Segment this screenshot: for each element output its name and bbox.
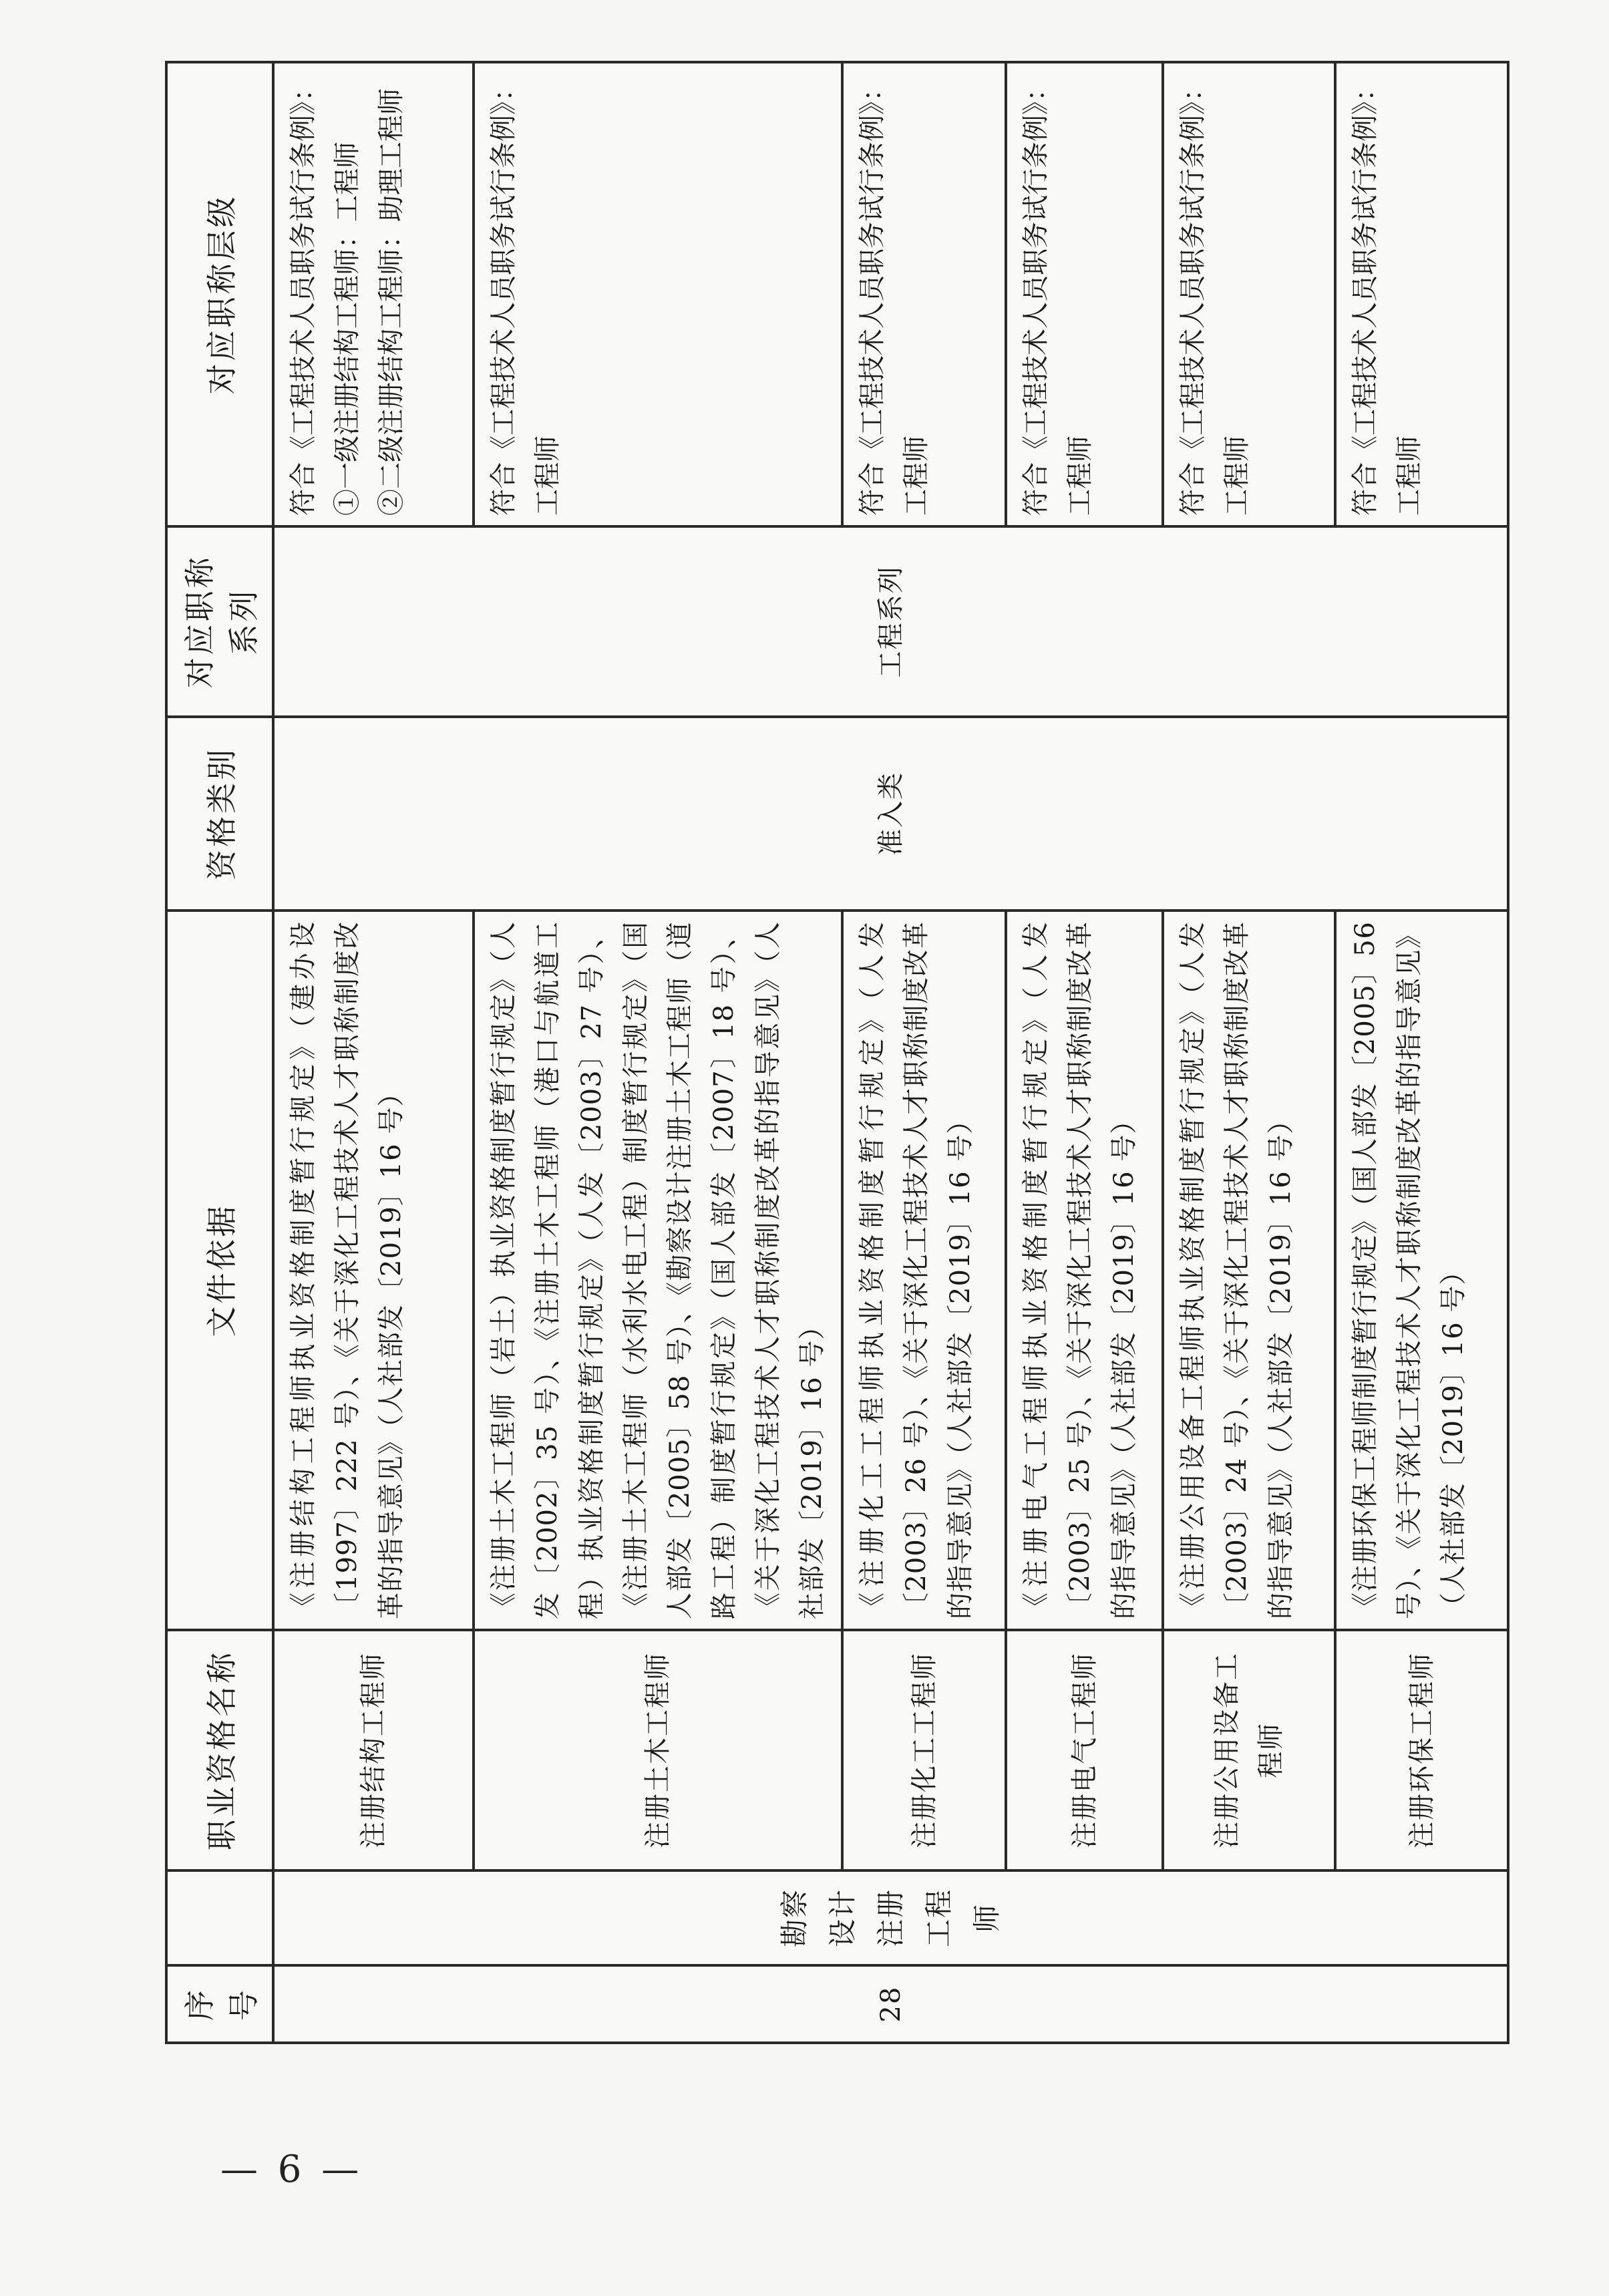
header-category: 资格类别 — [166, 717, 273, 911]
table-row — [474, 62, 842, 2043]
table-row — [1335, 62, 1508, 2043]
qualification-category: 准入类 — [273, 717, 1508, 911]
table-header-row — [166, 62, 273, 2043]
header-basis: 文件依据 — [166, 911, 273, 1630]
title-level-line: 符合《工程技术人员职务试行条例》： — [857, 75, 888, 516]
title-level-line: 工程师 — [532, 436, 563, 516]
header-level: 对应职称层级 — [166, 62, 273, 526]
page-number: — 6 — — [220, 2148, 363, 2191]
document-basis: 《注册结构工程师执业资格制度暂行规定》（建办设〔1997〕222 号）、《关于深化工程技术人才职称制度改革的指导意见》（人社部发〔2019〕16 号） — [273, 911, 474, 1630]
qualification-name: 注册结构工程师 — [273, 1630, 474, 1870]
rotated-table-sheet — [165, 63, 1473, 2044]
title-level-line: ①一级注册结构工程师：工程师 — [332, 142, 363, 516]
group-name: 勘察设计注册工程师 — [273, 1870, 1508, 1965]
table-row — [1163, 62, 1335, 2043]
qualification-name: 注册环保工程师 — [1335, 1630, 1508, 1870]
title-level — [842, 62, 1006, 526]
title-level-line: 符合《工程技术人员职务试行条例》： — [1178, 75, 1208, 516]
table-row — [842, 62, 1006, 2043]
title-level-line: 符合《工程技术人员职务试行条例》： — [288, 75, 319, 516]
document-basis: 《注册化工工程师执业资格制度暂行规定》（人发〔2003〕26 号）、《关于深化工程技术人才职称制度改革的指导意见》（人社部发〔2019〕16 号） — [842, 911, 1006, 1630]
title-level — [1163, 62, 1335, 526]
document-basis: 《注册电气工程师执业资格制度暂行规定》（人发〔2003〕25 号）、《关于深化工程技术人才职称制度改革的指导意见》（人社部发〔2019〕16 号） — [1006, 911, 1163, 1630]
header-name: 职业资格名称 — [166, 1630, 273, 1870]
header-series-line2: 系列 — [226, 588, 262, 655]
title-level-line: 工程师 — [1394, 436, 1425, 516]
title-level-line: 符合《工程技术人员职务试行条例》： — [488, 75, 519, 516]
title-level-line: 工程师 — [901, 436, 932, 516]
title-level — [273, 62, 474, 526]
table-row — [1006, 62, 1163, 2043]
qualification-table — [165, 61, 1509, 2044]
title-series: 工程系列 — [273, 526, 1508, 717]
row-number: 28 — [273, 1965, 1508, 2043]
title-level-line: 工程师 — [1065, 436, 1095, 516]
document-basis: 《注册土木工程师（岩土）执业资格制度暂行规定》（人发〔2002〕35 号）、《注册土木工程师（港口与航道工程）执业资格制度暂行规定》（人发〔2003〕27 号）、《注册土木工程师（水利水电工程）制度暂行规定》（国人部发〔2005〕58 号）、《勘察设计注册土木工程师（道路工程）制度暂行规定》（国人部发〔2007〕18 号）、《关于深化工程技术人才职称制度改革的指导意见》（人社部发〔2019〕16 号） — [474, 911, 842, 1630]
title-level — [1335, 62, 1508, 526]
title-level-line: ②二级注册结构工程师：助理工程师 — [376, 88, 407, 516]
qualification-name: 注册电气工程师 — [1006, 1630, 1163, 1870]
qualification-name: 注册化工工程师 — [842, 1630, 1006, 1870]
document-basis: 《注册环保工程师制度暂行规定》（国人部发〔2005〕56 号）、《关于深化工程技术人才职称制度改革的指导意见》（人社部发〔2019〕16 号） — [1335, 911, 1508, 1630]
document-basis: 《注册公用设备工程师执业资格制度暂行规定》（人发〔2003〕24 号）、《关于深化工程技术人才职称制度改革的指导意见》（人社部发〔2019〕16 号） — [1163, 911, 1335, 1630]
title-level — [1006, 62, 1163, 526]
title-level-line: 工程师 — [1222, 436, 1252, 516]
qualification-name: 注册土木工程师 — [474, 1630, 842, 1870]
header-series — [166, 526, 273, 717]
qualification-name: 注册公用设备工程师 — [1163, 1630, 1335, 1870]
table-row — [273, 62, 474, 2043]
title-level-line: 符合《工程技术人员职务试行条例》： — [1021, 75, 1051, 516]
title-level-line: 符合《工程技术人员职务试行条例》： — [1350, 75, 1381, 516]
header-series-line1: 对应职称 — [182, 554, 218, 689]
title-level — [474, 62, 842, 526]
header-no: 序号 — [166, 1965, 273, 2043]
header-group — [166, 1870, 273, 1965]
